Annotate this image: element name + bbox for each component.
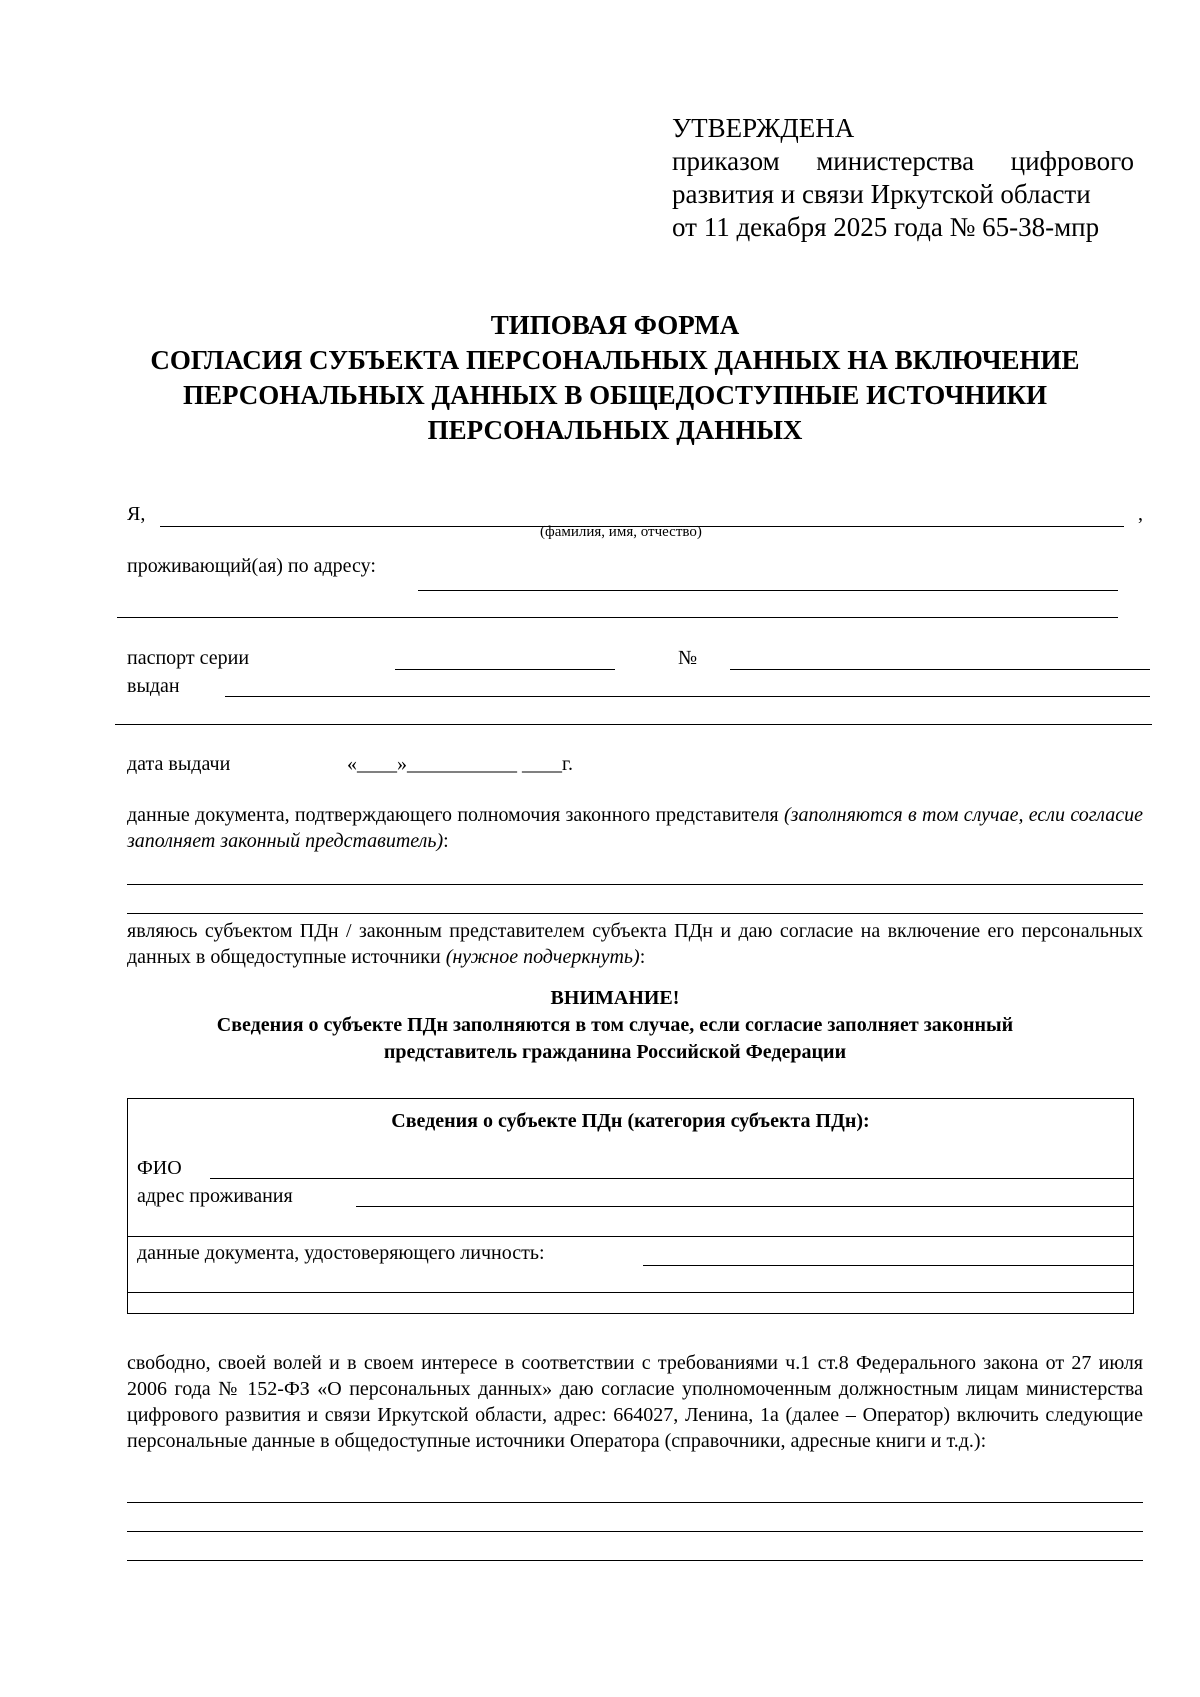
approval-line-1: приказом министерства цифрового	[672, 146, 1134, 176]
title-line-3: ПЕРСОНАЛЬНЫХ ДАННЫХ В ОБЩЕДОСТУПНЫЕ ИСТОЧНИКИ	[182, 380, 1048, 410]
subject-statement	[127, 918, 1143, 970]
rep-doc-input-line-1[interactable]	[127, 884, 1143, 885]
attention-line-1: Сведения о субъекте ПДн заполняются в том случае, если согласие заполняет законный	[216, 1014, 1014, 1036]
subject-id-doc-label: данные документа, удостоверяющего личность:	[137, 1242, 545, 1264]
rep-doc-paragraph	[127, 802, 1143, 854]
subject-address-input-line[interactable]	[356, 1206, 1134, 1207]
rep-doc-label: данные документа, подтверждающего полномочия законного представителя	[127, 804, 779, 826]
issued-label: выдан	[127, 675, 180, 697]
consent-input-line-2[interactable]	[127, 1531, 1143, 1532]
passport-number-label: №	[678, 647, 698, 669]
approval-line-3: от 11 декабря 2025 года № 65-38-мпр	[672, 212, 1100, 242]
subject-id-doc-input-line[interactable]	[643, 1265, 1134, 1266]
consent-paragraph: свободно, своей волей и в своем интересе в соответствии с требованиями ч.1 ст.8 Федерального закона от 27 июля 2006 года № 152-ФЗ «О персональных данных» даю согласие уполномоченным должностным лицам министерства цифрового развития и связи Иркутской области, адрес: 664027, Ленина, 1а (далее – Оператор) включить следующие персональные данные в общедоступные источники Оператора (справочники, адресные книги и т.д.):	[127, 1352, 1143, 1452]
issue-date-input[interactable]: «____»___________ ____г.	[347, 753, 573, 775]
address-input-line-2[interactable]	[117, 617, 1118, 618]
i-label: Я,	[127, 503, 146, 525]
approval-block	[672, 112, 1134, 244]
approval-heading: УТВЕРЖДЕНА	[672, 113, 855, 143]
attention-line-2: представитель гражданина Российской Федерации	[383, 1041, 847, 1063]
passport-series-label: паспорт серии	[127, 647, 250, 669]
subject-statement-text: являюсь субъектом ПДн / законным представителем субъекта ПДн и даю согласие на включение его персональных данных в общедоступные источники	[127, 920, 1143, 968]
consent-input-line-1[interactable]	[127, 1502, 1143, 1503]
rep-doc-note: (заполняются в том случае, если согласие заполняет законный представитель)	[127, 804, 1143, 852]
title-line-4: ПЕРСОНАЛЬНЫХ ДАННЫХ	[427, 415, 803, 445]
title-line-1: ТИПОВАЯ ФОРМА	[490, 310, 740, 340]
subject-statement-note: (нужное подчеркнуть)	[445, 946, 640, 968]
address-input-line-1[interactable]	[418, 590, 1118, 591]
title-line-2: СОГЛАСИЯ СУБЪЕКТА ПЕРСОНАЛЬНЫХ ДАННЫХ НА ВКЛЮЧЕНИЕ	[150, 345, 1080, 375]
issued-input-line-1[interactable]	[225, 696, 1150, 697]
rep-doc-input-line-2[interactable]	[127, 913, 1143, 914]
address-label: проживающий(ая) по адресу:	[127, 555, 376, 577]
issue-date-label: дата выдачи	[127, 753, 231, 775]
subject-address-label: адрес проживания	[137, 1185, 293, 1207]
subject-fio-label: ФИО	[137, 1157, 182, 1179]
approval-line-2: развития и связи Иркутской области	[672, 179, 1091, 209]
fio-hint: (фамилия, имя, отчество)	[540, 524, 702, 540]
subject-statement-colon: :	[639, 946, 646, 968]
subject-box-title: Сведения о субъекте ПДн (категория субъекта ПДн):	[391, 1110, 870, 1132]
passport-series-input-line[interactable]	[395, 669, 615, 670]
subject-box-divider-1	[127, 1236, 1134, 1237]
fio-comma: ,	[1138, 503, 1143, 525]
passport-number-input-line[interactable]	[730, 669, 1150, 670]
attention-block	[110, 985, 1120, 1066]
consent-input-line-3[interactable]	[127, 1560, 1143, 1561]
subject-fio-input-line[interactable]	[210, 1178, 1134, 1179]
document-title	[110, 308, 1120, 448]
attention-heading: ВНИМАНИЕ!	[550, 987, 680, 1009]
subject-box-divider-2	[127, 1292, 1134, 1293]
rep-doc-colon: :	[443, 830, 449, 852]
issued-input-line-2[interactable]	[115, 724, 1152, 725]
